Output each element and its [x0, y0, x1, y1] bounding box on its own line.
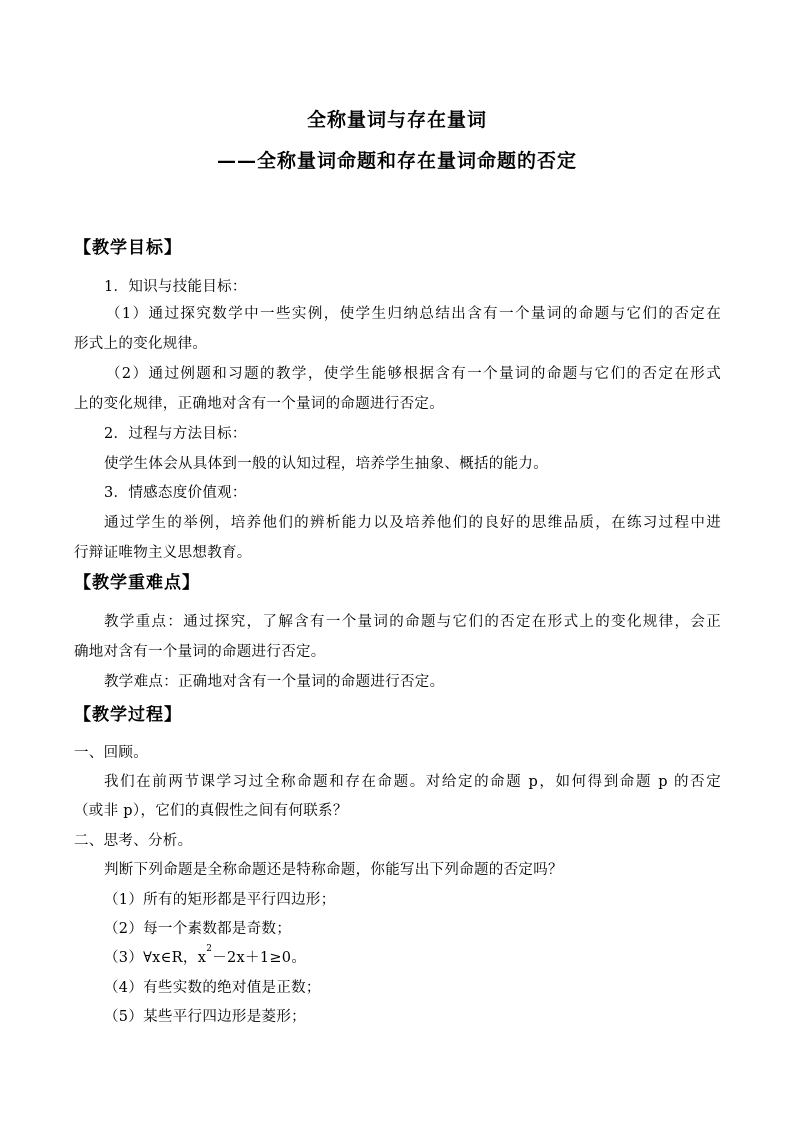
objective-2-text: 使学生体会从具体到一般的认知过程，培养学生抽象、概括的能力。 — [104, 456, 548, 472]
objective-1-paragraph-1-line-2: 形式上的变化规律。 — [74, 336, 208, 352]
proposition-1: （1）所有的矩形都是平行四边形； — [104, 892, 336, 908]
objective-1-paragraph-2-line-1: （2）通过例题和习题的教学，使学生能够根据含有一个量词的命题与它们的否定在形式 — [106, 366, 721, 382]
objective-1-paragraph-2-line-2: 上的变化规律，正确地对含有一个量词的命题进行否定。 — [74, 396, 444, 412]
key-point-focus-line-2: 确地对含有一个量词的命题进行否定。 — [74, 644, 326, 660]
section-heading-key-points: 【教学重难点】 — [74, 573, 200, 593]
proposition-2: （2）每一个素数都是奇数； — [104, 921, 292, 937]
proposition-3-exponent: 2 — [206, 944, 213, 954]
proposition-3-suffix: －2x＋1≥0。 — [212, 950, 307, 966]
document-title: 全称量词与存在量词 — [306, 109, 487, 131]
key-point-focus-line-1: 教学重点：通过探究，了解含有一个量词的命题与它们的否定在形式上的变化规律，会正 — [104, 614, 721, 630]
objective-3-line-2: 行辩证唯物主义思想教育。 — [74, 545, 252, 561]
process-review-heading: 一、回顾。 — [74, 745, 148, 761]
objective-1-heading: 1．知识与技能目标： — [104, 279, 247, 295]
document-subtitle: ——全称量词命题和存在量词命题的否定 — [216, 150, 577, 172]
process-review-line-2: （或非 p），它们的真假性之间有何联系？ — [74, 803, 348, 819]
objective-2-heading: 2．过程与方法目标： — [104, 426, 247, 442]
proposition-3 — [104, 946, 306, 967]
section-heading-objectives: 【教学目标】 — [74, 238, 182, 258]
proposition-4: （4）有些实数的绝对值是正数； — [104, 980, 321, 996]
objective-1-paragraph-1-line-1: （1）通过探究数学中一些实例，使学生归纳总结出含有一个量词的命题与它们的否定在 — [106, 306, 721, 322]
objective-3-heading: 3．情感态度价值观： — [104, 485, 247, 501]
key-point-difficulty: 教学难点：正确地对含有一个量词的命题进行否定。 — [104, 674, 445, 690]
proposition-3-prefix: （3）∀x∈R，x — [104, 950, 207, 966]
process-review-line-1: 我们在前两节课学习过全称命题和存在命题。对给定的命题 p，如何得到命题 p 的否定 — [104, 774, 721, 790]
process-think-heading: 二、思考、分析。 — [74, 833, 193, 849]
section-heading-process: 【教学过程】 — [74, 705, 182, 725]
objective-3-line-1: 通过学生的举例，培养他们的辨析能力以及培养他们的良好的思维品质，在练习过程中进 — [104, 515, 721, 531]
proposition-5: （5）某些平行四边形是菱形； — [104, 1009, 306, 1025]
process-think-intro: 判断下列命题是全称命题还是特称命题，你能写出下列命题的否定吗？ — [104, 862, 563, 878]
